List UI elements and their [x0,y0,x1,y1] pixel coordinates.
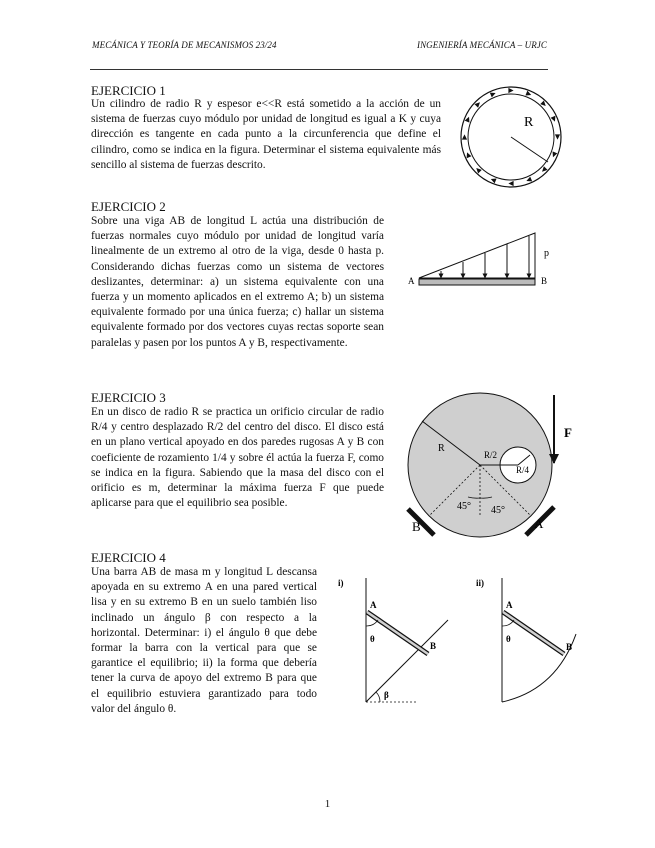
angle-left-label: 45° [457,501,471,512]
beta-label: β [384,690,389,700]
exercise-3-figure [398,385,580,545]
header-course: MECÁNICA Y TEORÍA DE MECANISMOS 23/24 [92,40,277,50]
end-a-label: A [370,600,377,610]
exercise-4-body: Una barra AB de masa m y longitud L descansa apoyada en su extremo A en una pared vertical lisa y en su extremo B en un suelo también liso inclinado un ángulo β con respecto a la horizontal. Determinar: i) el ángulo θ que debe formar la barra con la vertical para que se garantice el equilibrio; ii) la forma que debería tener la curva de apoyo del extremo B para que el equilibrio estuviera garantizado para todo valor del ángulo θ. [91,566,317,715]
tangent-force-arrowhead [476,168,482,174]
exercise-3-title: EJERCICIO 3 [91,390,166,405]
inclined-floor [366,620,448,702]
beam-ab [419,279,535,285]
header-degree: INGENIERÍA MECÁNICA – URJC [416,40,547,50]
exercise-2-body: Sobre una viga AB de longitud L actúa una distribución de fuerzas normales cuyo módulo por unidad de longitud varía linealmente de un extremo al otro de la viga, desde 0 hasta p. Considerando dichas fuerzas como un sistema de vectores deslizantes, determinar: a) un sistema equivalente con una fuerza y un momento aplicados en el extremo A; b) un sistema equivalente formado por una única fuerza; c) hallar un sistema equivalente formado por dos vectores cuyas rectas soporte sean paralelas y pasen por los puntos A y B, respectivamente. [91,215,384,349]
support-curve [502,634,576,702]
exercise-4-title: EJERCICIO 4 [91,550,166,565]
radius-label: R [524,115,534,130]
hole-radius-label: R/4 [516,465,530,475]
support-b-label: B [412,519,421,534]
case-i-label: i) [338,578,344,588]
page-number: 1 [324,798,331,810]
beam-end-a-label: A [408,276,415,286]
case-ii-label: ii) [476,578,484,588]
exercise-3-body: En un disco de radio R se practica un orificio circular de radio R/4 y centro desplazado R/2 del centro del disco. El disco está en un plano vertical apoyado en dos paredes rugosas A y B con coeficiente de rozamiento 1/4 y sobre él actúa la fuerza F, como se indica en la figura. Sabiendo que la masa del disco con el orificio es m, determinar la máxima fuerza F que puede aplicarse para que el equilibrio sea posible. [91,406,384,510]
end-b-label: B [430,641,437,651]
tangent-force-arrowhead [508,88,513,93]
max-load-p-label: p [544,248,549,259]
exercise-1-body: Un cilindro de radio R y espesor e<<R está sometido a la acción de un sistema de fuerzas cuyo módulo por unidad de longitud es igual a K y cuya dirección es tangente en cada punto a la circunferencia que define el cilindro, como se indica en la figura. Determinar el sistema equivalente más sencillo al sistema de fuerzas descrito. [91,98,441,171]
tangent-force-arrowhead [542,166,548,172]
exercise-2-title: EJERCICIO 2 [91,199,166,214]
tangent-force-arrowhead [462,134,467,139]
theta-label: θ [370,634,375,644]
end-a-label: A [506,600,513,610]
bar-ab [503,612,564,654]
force-f-label: F [564,425,572,440]
bar-ab [367,612,428,654]
tangent-force-arrowhead [508,181,513,186]
exercise-1-figure [456,82,566,192]
exercise-2-figure [405,228,555,296]
tangent-force-arrowhead [555,134,560,139]
end-b-label: B [566,642,573,652]
tangent-force-arrowhead [474,102,480,108]
exercise-4-figure-ii [474,572,584,710]
exercise-1-title: EJERCICIO 1 [91,83,166,98]
support-a-label: A [534,516,544,531]
angle-right-label: 45° [491,505,505,516]
radius-line [511,137,548,162]
disc-radius-label: R [438,443,445,454]
beta-arc [376,692,380,702]
theta-label: θ [506,634,511,644]
distributed-load-triangle [419,233,535,278]
beam-end-b-label: B [541,276,548,286]
header-rule [90,69,548,70]
tangent-force-arrowhead [540,100,546,106]
exercise-4-figure-i [336,572,456,710]
offset-label: R/2 [484,450,498,460]
